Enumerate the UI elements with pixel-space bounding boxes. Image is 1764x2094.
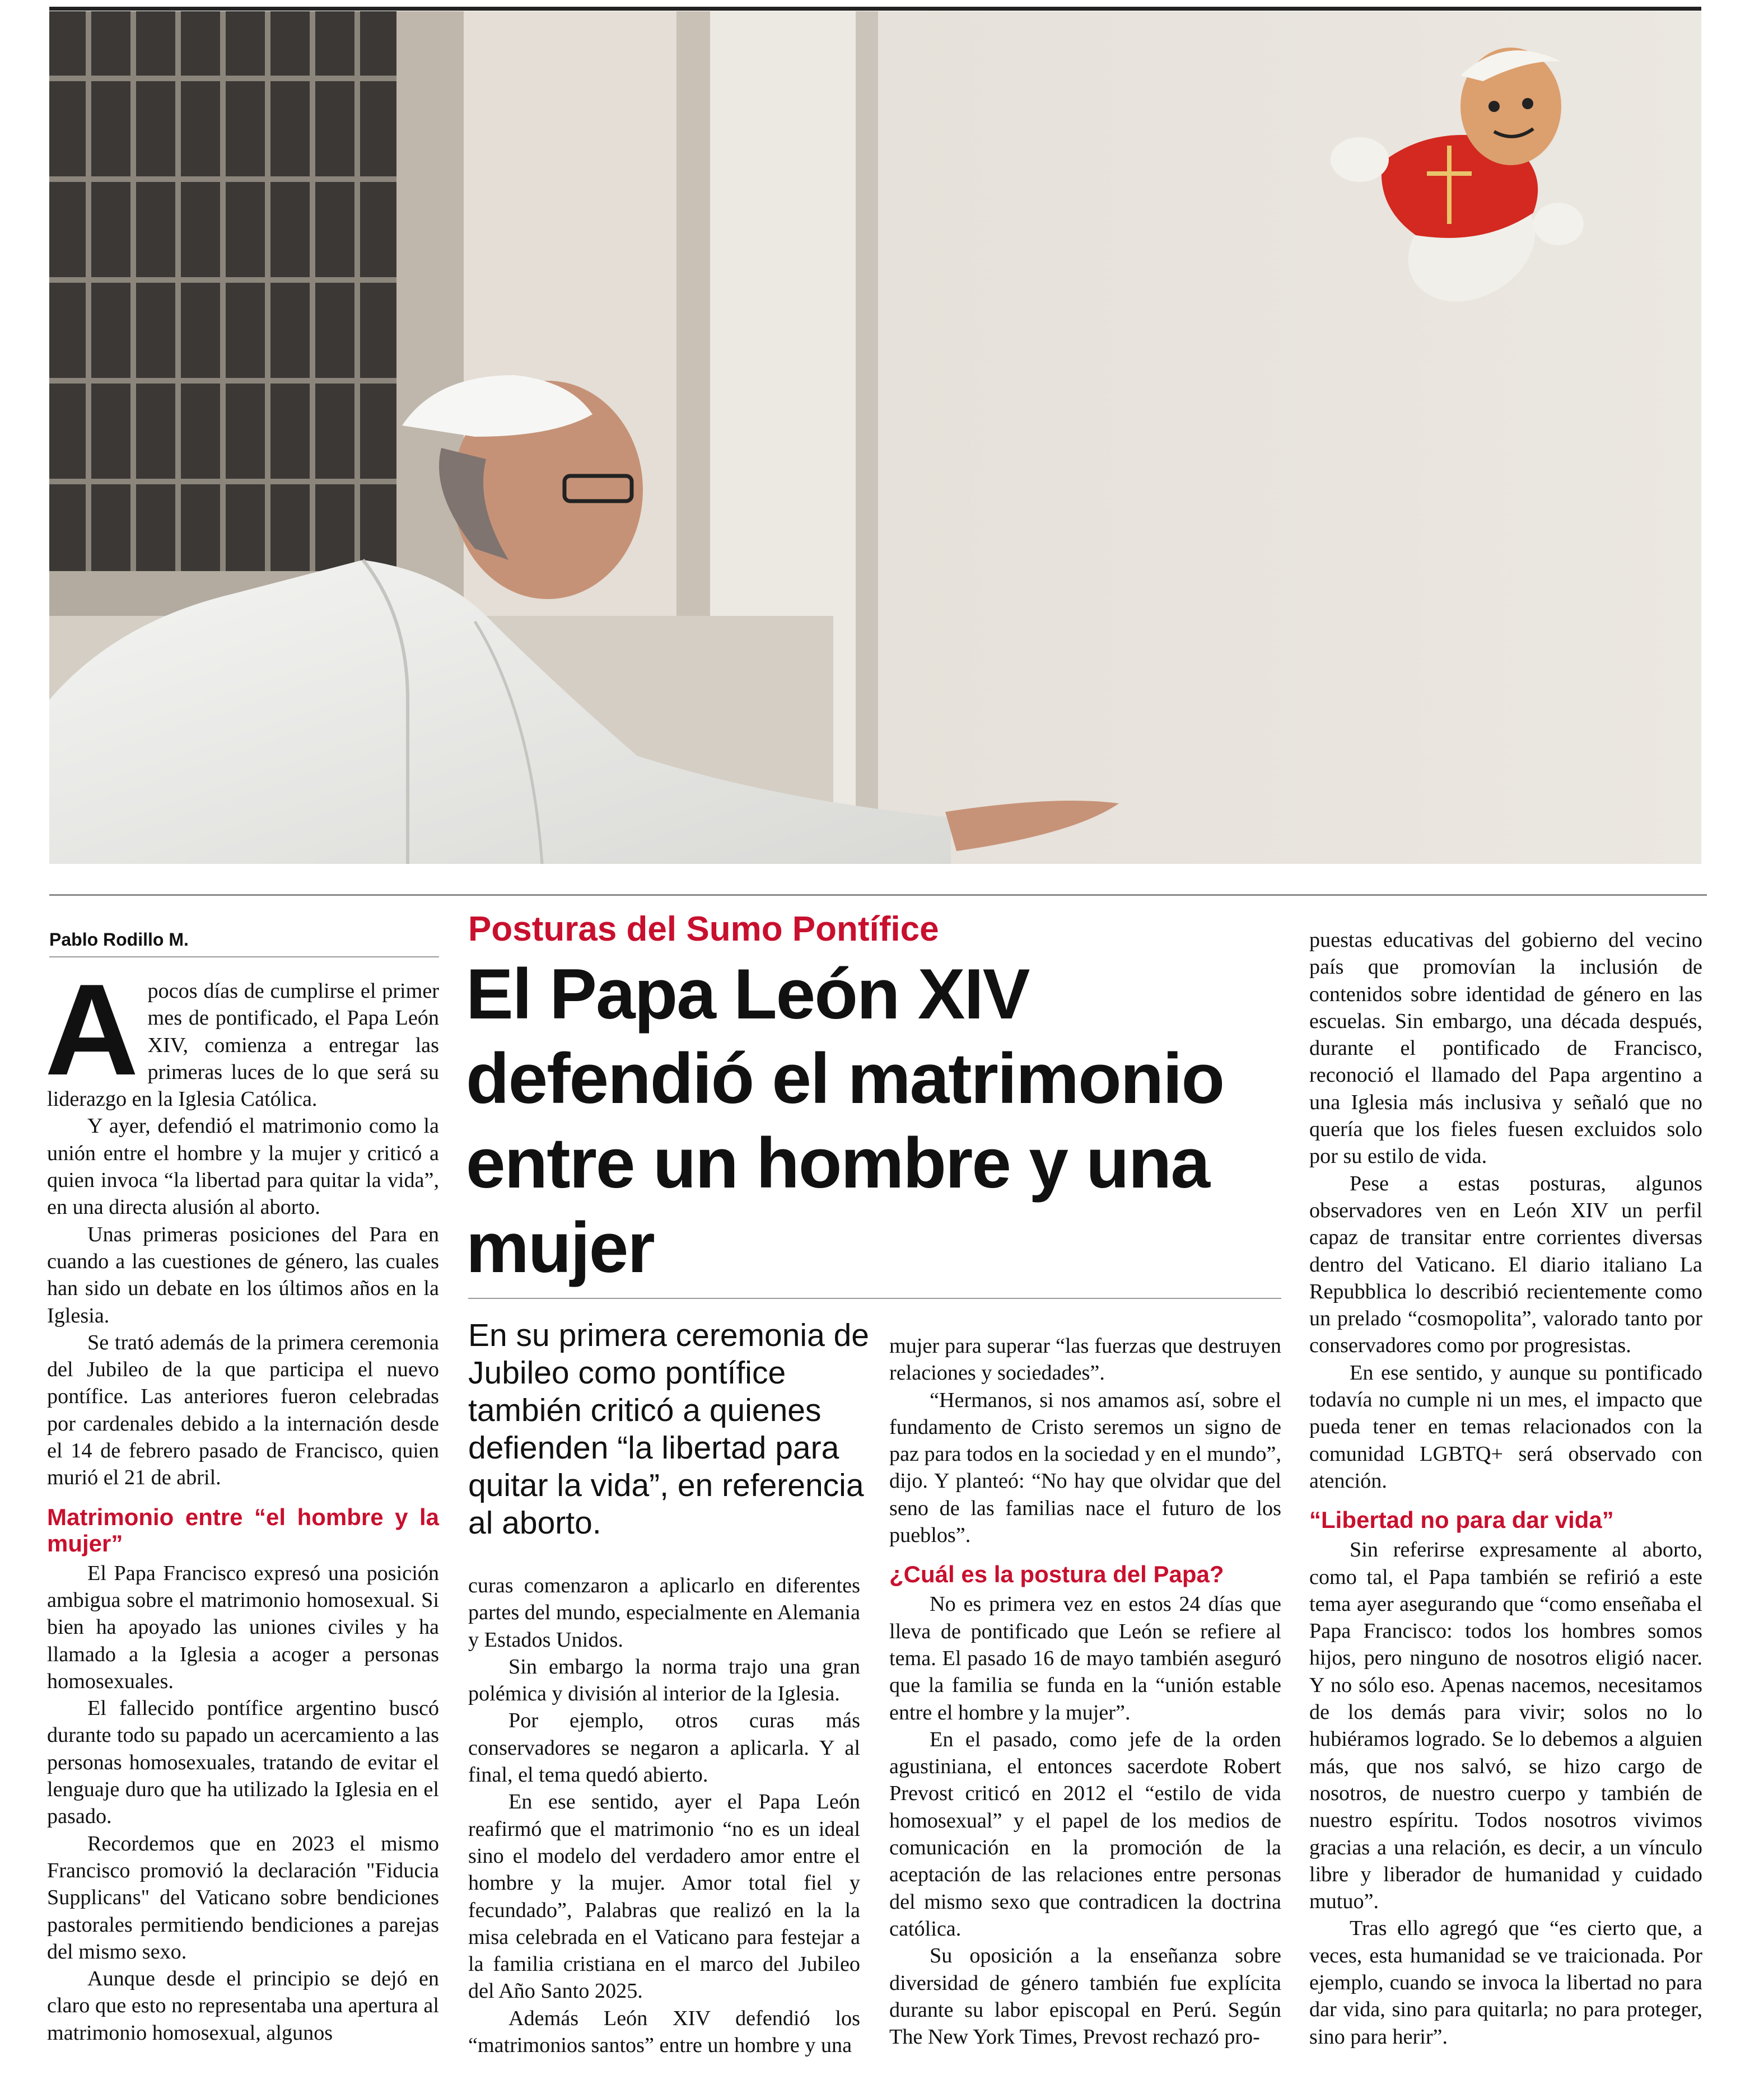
column-2	[468, 1572, 860, 2059]
paragraph: No es primera vez en estos 24 días que lleva de pontificado que León se refiere al tema. El pasado 16 de mayo también aseguró que la familia se funda en la “unión estable entre el hombre y la mujer”.	[889, 1592, 1281, 1724]
paragraph: En ese sentido, ayer el Papa León reafirmó que el matrimonio “no es un ideal sino el modelo del verdadero amor entre el hombre y la mujer. Amor total fiel y fecundado”, Palabras que realizó en la la misa celebrada en el Vaticano para festejar a la familia cristiana en el marco del Jubileo del Año Santo 2025.	[468, 1790, 860, 2003]
paragraph: Unas primeras posiciones del Para en cuando a las cuestiones de género, las cuales han sido un debate en los últimos años en la Iglesia.	[47, 1222, 439, 1328]
subheading: ¿Cuál es la postura del Papa?	[889, 1561, 1224, 1588]
paragraph: Recordemos que en 2023 el mismo Francisco promovió la declaración "Fiducia Supplicans" del Vaticano sobre bendiciones pastorales permitiendo bendiciones a parejas del mismo sexo.	[47, 1831, 439, 1964]
paragraph: El Papa Francisco expresó una posición ambigua sobre el matrimonio homosexual. Si bien ha apoyado las uniones civiles y ha llamado a la Iglesia a acoger a personas homosexuales.	[47, 1561, 439, 1693]
paragraph: En el pasado, como jefe de la orden agustiniana, el entonces sacerdote Robert Prevost criticó en 2012 el “estilo de vida homosexual” y el papel de los medios de comunicación en la promoción de la aceptación de las relaciones entre personas del mismo sexo que contradicen la doctrina católica.	[889, 1727, 1281, 1941]
lead-text: pocos días de cumplirse el primer mes de pontificado, el Papa León XIV, comienza a entregar las primeras luces de lo que será su liderazgo en la Iglesia Católica.	[47, 979, 439, 1111]
paragraph: puestas educativas del gobierno del vecino país que promovían la inclusión de contenidos sobre identidad de género en las escuelas. Sin embargo, una década después, durante el pontificado de Francisco, reconoció el llamado del Papa argentino a una Iglesia más inclusiva y señaló que no quería que los fieles fuesen excluidos solo por su estilo de vida.	[1309, 928, 1702, 1168]
paragraph: Sin referirse expresamente al aborto, como tal, el Papa también se refirió a este tema ayer asegurando que “como enseñaba el Papa Francisco: todos los hombres somos hijos, pero ninguno de nosotros eligió nacer. Y no sólo eso. Apenas nacemos, necesitamos de los demás para vivir; solos no lo hubiéramos logrado. Se lo debemos a alguien más, que nos salvó, se hizo cargo de nosotros, de nuestro cuerpo y también de nuestro espíritu. Todos nosotros vivimos gracias a una relación, es decir, a un vínculo libre y liberador de humanidad y cuidado mutuo”.	[1309, 1538, 1702, 1914]
paragraph: Pese a estas posturas, algunos observadores ven en León XIV un perfil capaz de transitar entre corrientes diversas dentro del Vaticano. El diario italiano La Repubblica lo describió recientemente como un prelado “cosmopolita”, valorado tanto por conservadores como por progresistas.	[1309, 1171, 1702, 1358]
top-rule	[49, 7, 1701, 11]
byline: Pablo Rodillo M.	[49, 929, 189, 950]
paragraph: Además León XIV defendió los “matrimonios santos” entre un hombre y una	[468, 2006, 860, 2058]
lead-paragraph	[45, 957, 439, 1113]
main-photo	[49, 11, 1701, 864]
deck: En su primera ceremonia de Jubileo como pontífice también criticó a quienes defienden “la libertad para quitar la vida”, en referencia al aborto.	[468, 1317, 870, 1541]
section-rule	[49, 894, 1707, 896]
photo-illustration	[49, 11, 1701, 864]
paragraph: Aunque desde el principio se dejó en claro que esto no representaba una apertura al matrimonio homosexual, algunos	[47, 1967, 439, 2045]
subheading: “Libertad no para dar vida”	[1309, 1507, 1614, 1534]
column-3	[889, 1333, 1281, 2050]
paragraph: Tras ello agregó que “es cierto que, a veces, esta humanidad se ve traicionada. Por ejemplo, cuando se invoca la libertad no para dar vida, sino para quitarla; no para proteger, sino para herir”.	[1309, 1917, 1702, 2049]
kicker: Posturas del Sumo Pontífice	[468, 910, 939, 948]
column-1	[45, 957, 439, 2046]
paragraph: En ese sentido, y aunque su pontificado todavía no cumple ni un mes, el impacto que pueda tener en temas relacionados con la comunidad LGBTQ+ será observado con atención.	[1309, 1361, 1702, 1493]
paragraph: curas comenzaron a aplicarlo en diferentes partes del mundo, especialmente en Alemania y Estados Unidos.	[468, 1574, 860, 1652]
paragraph: Por ejemplo, otros curas más conservadores se negaron a aplicarla. Y al final, el tema quedó abierto.	[468, 1709, 860, 1787]
subheading: Matrimonio entre “el hombre y la mujer”	[47, 1503, 439, 1557]
paragraph: El fallecido pontífice argentino buscó durante todo su papado un acercamiento a las personas homosexuales, tratando de evitar el lenguaje duro que ha utilizado la Iglesia en el pasado.	[47, 1696, 439, 1829]
paragraph: Y ayer, defendió el matrimonio como la unión entre el hombre y la mujer y criticó a quien invoca “la libertad para quitar la vida”, en una directa alusión al aborto.	[47, 1114, 439, 1219]
paragraph: Se trató además de la primera ceremonia del Jubileo de la que participa el nuevo pontífice. Las anteriores fueron celebradas por cardenales debido a la internación desde el 14 de febrero pasado de Francisco, quien murió el 21 de abril.	[47, 1330, 439, 1490]
paragraph: mujer para superar “las fuerzas que destruyen relaciones y sociedades”.	[889, 1334, 1281, 1385]
column-4	[1309, 927, 1702, 2050]
paragraph: “Hermanos, si nos amamos así, sobre el fundamento de Cristo seremos un signo de paz para todos en la sociedad y en el mundo”, dijo. Y planteó: “No hay que olvidar que del seno de las familias nace el futuro de los pueblos”.	[889, 1388, 1281, 1548]
headline-rule	[468, 1298, 1281, 1299]
headline: El Papa León XIV defendió el matrimonio entre un hombre y una mujer	[466, 954, 1224, 1287]
paragraph: Sin embargo la norma trajo una gran polémica y división al interior de la Iglesia.	[468, 1654, 860, 1706]
paragraph: Su oposición a la enseñanza sobre diversidad de género también fue explícita durante su labor episcopal en Perú. Según The New York Times, Prevost rechazó pro-	[889, 1944, 1281, 2049]
drop-cap: A	[45, 957, 139, 1102]
